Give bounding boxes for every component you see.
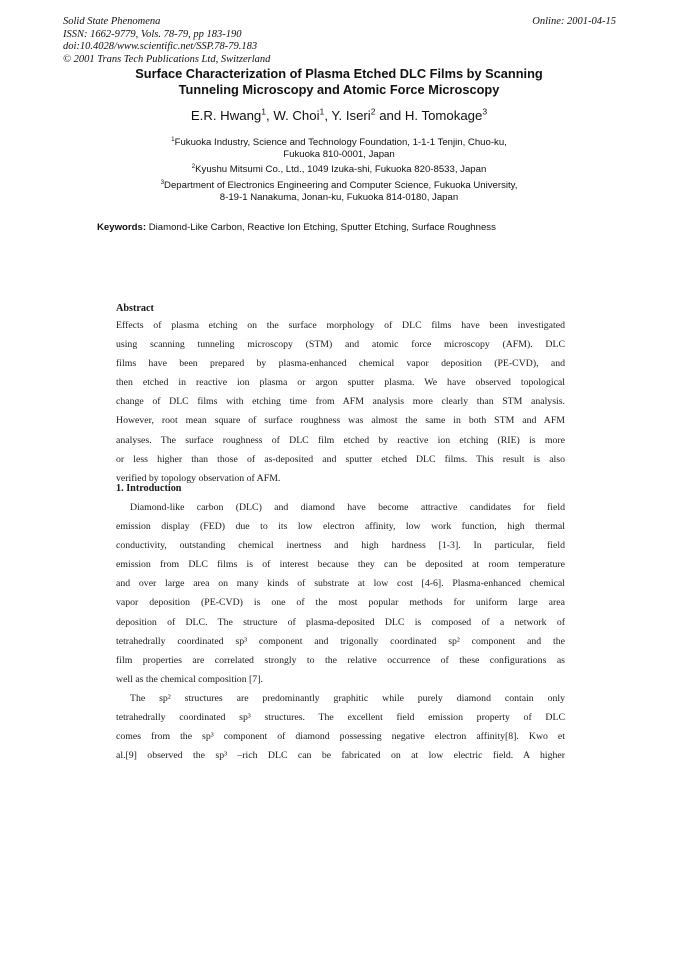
affiliations (100, 137, 578, 207)
abstract-heading: Abstract (116, 303, 154, 314)
text-line: However, root mean square of surface roughness was almost the same in both STM and AFM (116, 415, 565, 427)
introduction-paragraph (116, 498, 565, 765)
author-separator: and (375, 108, 405, 123)
text-line: tetrahedrally coordinated sp³ structures. The excellent field emission property of DLC (116, 712, 565, 724)
text-line: or less higher than those of as-deposited and sputter etched DLC films. This result is also (116, 453, 565, 465)
text-line: films have been prepared by plasma-enhanced chemical vapor deposition (PE-CVD), and (116, 358, 565, 370)
author-separator: , (266, 108, 274, 123)
journal-header (63, 16, 270, 66)
author-separator: , (324, 108, 332, 123)
affiliation-text: Department of Electronics Engineering and Computer Science, Fukuoka University, (164, 179, 518, 191)
abstract-paragraph (116, 316, 565, 488)
text-line: Diamond-like carbon (DLC) and diamond have become attractive candidates for field (130, 502, 565, 513)
text-line: al.[9] observed the sp³ –rich DLC can be fabricated on at low electric field. A higher (116, 750, 565, 762)
text-line: comes from the sp³ component of diamond possessing negative electron affinity[8]. Kwo et (116, 731, 565, 743)
affiliation-marker: 3 (160, 178, 165, 186)
affiliation-3 (100, 180, 578, 204)
text-line: emission display (FED) due to its low electron affinity, low work function, high thermal (116, 521, 565, 533)
text-line: conductivity, outstanding chemical inertness and high hardness [1-3]. In particular, field (116, 540, 565, 552)
text-line: vapor deposition (PE-CVD) is one of the most popular methods for uniform large area (116, 597, 565, 609)
text-line: then etched in reactive ion plasma or argon sputter plasma. We have observed topological (116, 377, 565, 389)
author-affil-marker: 2 (370, 106, 376, 117)
author-affil-marker: 1 (319, 106, 325, 117)
online-date: Online: 2001-04-15 (532, 16, 616, 27)
author-name: W. Choi (273, 108, 320, 123)
journal-name: Solid State Phenomena (63, 16, 161, 27)
text-line: verified by topology observation of AFM. (116, 472, 281, 484)
author-name: E.R. Hwang (190, 108, 262, 123)
title-line-1: Surface Characterization of Plasma Etched DLC Films by Scanning (135, 66, 543, 81)
issn-line: ISSN: 1662-9779, Vols. 78-79, pp 183-190 (63, 28, 242, 40)
author-affil-marker: 3 (482, 106, 488, 117)
keywords-text: Diamond-Like Carbon, Reactive Ion Etching, Sputter Etching, Surface Roughness (146, 222, 496, 233)
title-line-2: Tunneling Microscopy and Atomic Force Microscopy (178, 81, 500, 97)
text-line: Effects of plasma etching on the surface morphology of DLC films have been investigated (116, 320, 565, 331)
abstract-section (116, 303, 565, 488)
author-name: H. Tomokage (404, 108, 483, 123)
text-line: The sp² structures are predominantly graphitic while purely diamond contain only (130, 692, 565, 704)
text-line: well as the chemical composition [7]. (116, 673, 263, 685)
affiliation-text: Fukuoka Industry, Science and Technology Foundation, 1-1-1 Tenjin, Chuo-ku, (174, 137, 507, 148)
paper-title (80, 66, 598, 97)
copyright-line: © 2001 Trans Tech Publications Ltd, Switzerland (63, 53, 271, 65)
text-line: film properties are correlated strongly to the relative occurrence of these configurations as (116, 654, 565, 666)
affiliation-2 (100, 164, 578, 176)
affiliation-text: Kyushu Mitsumi Co., Ltd., 1049 Izuka-shi, Fukuoka 820-8533, Japan (195, 164, 487, 176)
text-line: using scanning tunneling microscopy (STM) and atomic force microscopy (AFM). DLC (116, 339, 565, 351)
affiliation-line: Fukuoka 810-0001, Japan (283, 149, 395, 161)
affiliation-line (100, 137, 578, 149)
affiliation-line (100, 180, 578, 192)
affiliation-marker: 1 (171, 135, 175, 143)
keywords (97, 222, 496, 233)
affiliation-line: 8-19-1 Nanakuma, Jonan-ku, Fukuoka 814-0180, Japan (219, 191, 459, 203)
text-line: deposition of DLC. The structure of plasma-deposited DLC is composed of a network of (116, 616, 565, 628)
affiliation-1 (100, 137, 578, 161)
author-affil-marker: 1 (261, 106, 267, 117)
affiliation-marker: 2 (191, 163, 196, 171)
text-line: emission from DLC films is of interest because they can be deposited at room temperature (116, 559, 565, 571)
text-line: and over large area on many kinds of substrate at low cost [4-6]. Plasma-enhanced chemical (116, 578, 565, 590)
affiliation-line (100, 164, 578, 176)
doi-line[interactable]: doi:10.4028/www.scientific.net/SSP.78-79.183 (63, 41, 258, 53)
text-line: tetrahedrally coordinated sp³ component and trigonally coordinated sp² component and the (116, 635, 565, 647)
text-line: change of DLC films with etching time from AFM analysis more clearly than STM analysis. (116, 396, 565, 408)
text-line: analyses. The surface roughness of DLC film etched by reactive ion etching (RIE) is more (116, 434, 565, 446)
author-list (80, 108, 598, 123)
introduction-section (116, 483, 565, 765)
keywords-label: Keywords: (97, 222, 147, 233)
author-name: Y. Iseri (331, 108, 371, 123)
introduction-heading: 1. Introduction (116, 483, 182, 494)
